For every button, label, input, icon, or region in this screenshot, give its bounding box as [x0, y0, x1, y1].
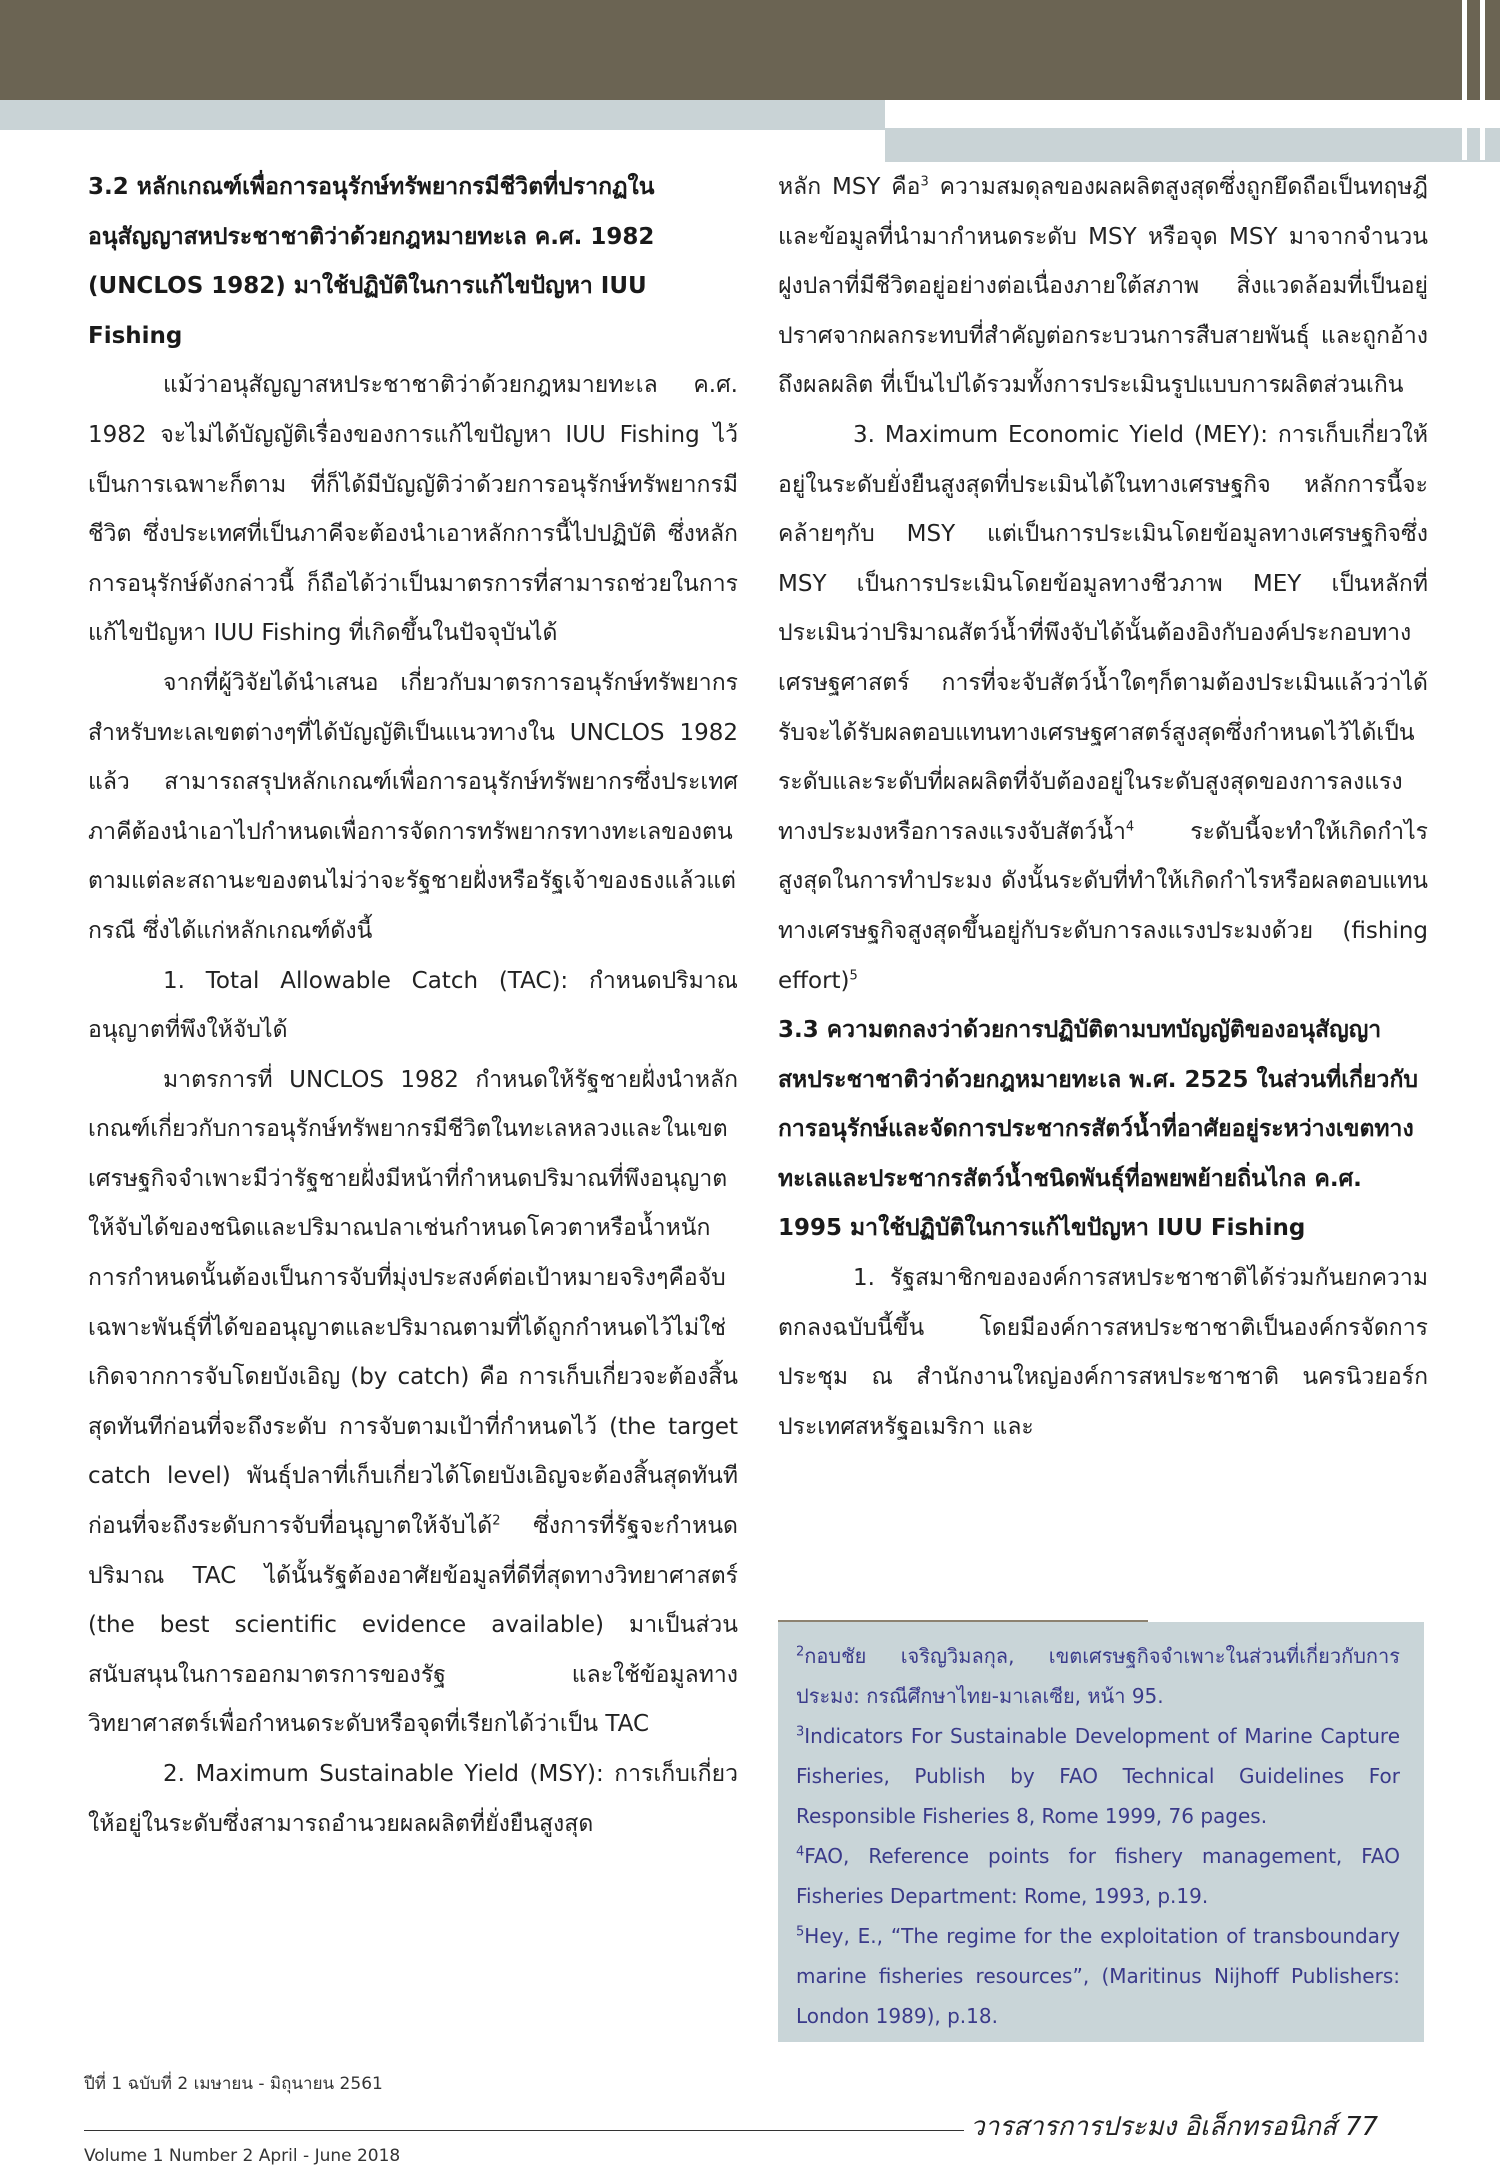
paragraph [88, 1056, 738, 1750]
paragraph-text: มาตรการที่ UNCLOS 1982 กำหนดให้รัฐชายฝั่งนำหลักเกณฑ์เกี่ยวกับการอนุรักษ์ทรัพยากรมีชีวิตในทะเลหลวงและในเขตเศรษฐกิจจำเพาะมีว่ารัฐชายฝั่งมีหน้าที่กำหนดปริมาณที่พึงอนุญาตให้จับได้ของชนิดและปริมาณปลาเช่นกำหนดโควตาหรือน้ำหนักการกำหนดนั้นต้องเป็นการจับที่มุ่งประสงค์ต่อเป้าหมายจริงๆคือจับเฉพาะพันธุ์ที่ได้ขออนุญาตและปริมาณตามที่ได้ถูกกำหนดไว้ไม่ใช่เกิดจากการจับโดยบังเอิญ (by catch) คือ การเก็บเกี่ยวจะต้องสิ้นสุดทันทีก่อนที่จะถึงระดับ การจับตามเป้าที่กำหนดไว้ (the target catch level) พันธุ์ปลาที่เก็บเกี่ยวได้โดยบังเอิญจะต้องสิ้นสุดทันทีก่อนที่จะถึงระดับการจับที่อนุญาตให้จับได้ [88, 1066, 738, 1540]
header-divider [1480, 0, 1485, 160]
page-number: 77 [1344, 2112, 1379, 2142]
footnote-number: 3 [796, 1724, 805, 1740]
footnote-number: 4 [796, 1844, 805, 1860]
footnote [796, 1836, 1400, 1916]
header-band [0, 0, 1500, 100]
journal-name [970, 2106, 1378, 2147]
footnote-ref[interactable]: 3 [920, 174, 929, 190]
paragraph-text: ซึ่งการที่รัฐจะกำหนดปริมาณ TAC ได้นั้นรัฐต้องอาศัยข้อมูลที่ดีที่สุดทางวิทยาศาสตร์ (the best scientific evidence available) มาเป็นส่วนสนับสนุนในการออกมาตรการของรัฐ และใช้ข้อมูลทางวิทยาศาสตร์เพื่อกำหนดระดับหรือจุดที่เรียกได้ว่าเป็น TAC [88, 1513, 738, 1738]
paragraph [778, 163, 1428, 411]
right-column [778, 163, 1428, 1452]
paragraph: จากที่ผู้วิจัยได้นำเสนอ เกี่ยวกับมาตรการอนุรักษ์ทรัพยากรสำหรับทะเลเขตต่างๆที่ได้บัญญัติเป็นแนวทางใน UNCLOS 1982 แล้ว สามารถสรุปหลักเกณฑ์เพื่อการอนุรักษ์ทรัพยากรซึ่งประเทศภาคีต้องนำเอาไปกำหนดเพื่อการจัดการทรัพยากรทางทะเลของตน ตามแต่ละสถานะของตนไม่ว่าจะรัฐชายฝั่งหรือรัฐเจ้าของธงแล้วแต่กรณี ซึ่งได้แก่หลักเกณฑ์ดังนี้ [88, 669, 738, 944]
paragraph: 1. Total Allowable Catch (TAC): กำหนดปริมาณอนุญาตที่พึงให้จับได้ [88, 967, 738, 1044]
footnotes-box [778, 1622, 1424, 2042]
footnote-text: กอบชัย เจริญวิมลกุล, เขตเศรษฐกิจจำเพาะในส่วนที่เกี่ยวกับการประมง: กรณีศึกษาไทย-มาเลเซีย, หน้า 95. [796, 1644, 1400, 1708]
section-heading-3-3: 3.3 ความตกลงว่าด้วยการปฏิบัติตามบทบัญญัติของอนุสัญญาสหประชาชาติว่าด้วยกฎหมายทะเล พ.ศ. 2525 ในส่วนที่เกี่ยวกับการอนุรักษ์และจัดการประชากรสัตว์น้ำที่อาศัยอยู่ระหว่างเขตทางทะเลและประชากรสัตว์น้ำชนิดพันธุ์ที่อพยพย้ายถิ่นไกล ค.ศ. 1995 มาใช้ปฏิบัติในการแก้ไขปัญหา IUU Fishing [778, 1017, 1418, 1242]
journal-title: วารสารการประมง อิเล็กทรอนิกส์ [970, 2112, 1337, 2142]
footnote-number: 2 [796, 1644, 805, 1660]
header-divider [1462, 0, 1467, 160]
paragraph-text: ระดับนี้จะทำให้เกิดกำไรสูงสุดในการทำประมง ดังนั้นระดับที่ทำให้เกิดกำไรหรือผลตอบแทนทางเศรษฐกิจสูงสุดขึ้นอยู่กับระดับการลงแรงประมงด้วย (fishing effort) [778, 818, 1428, 994]
issue-info-english: Volume 1 Number 2 April - June 2018 [84, 2146, 401, 2166]
section-heading-3-2: 3.2 หลักเกณฑ์เพื่อการอนุรักษ์ทรัพยากรมีชีวิตที่ปรากฏในอนุสัญญาสหประชาชาติว่าด้วยกฎหมายทะเล ค.ศ. 1982 (UNCLOS 1982) มาใช้ปฏิบัติในการแก้ไขปัญหา IUU Fishing [88, 174, 655, 349]
issue-info-thai: ปีที่ 1 ฉบับที่ 2 เมษายน - มิถุนายน 2561 [84, 2074, 383, 2094]
footnote-text: Hey, E., “The regime for the exploitation of transboundary marine fisheries resources”, (Maritinus Nijhoff Publishers: London 1989), p.18. [796, 1924, 1400, 2028]
footnote-text: Indicators For Sustainable Development of Marine Capture Fisheries, Publish by FAO Technical Guidelines For Responsible Fisheries 8, Rome 1999, 76 pages. [796, 1724, 1400, 1828]
footnote-ref[interactable]: 5 [849, 967, 858, 983]
footnote-number: 5 [796, 1924, 805, 1940]
paragraph: แม้ว่าอนุสัญญาสหประชาชาติว่าด้วยกฎหมายทะเล ค.ศ. 1982 จะไม่ได้บัญญัติเรื่องของการแก้ไขปัญหา IUU Fishing ไว้เป็นการเฉพาะก็ตาม ที่ก็ได้มีบัญญัติว่าด้วยการอนุรักษ์ทรัพยากรมีชีวิต ซึ่งประเทศที่เป็นภาคีจะต้องนำเอาหลักการนี้ไปปฏิบัติ ซึ่งหลักการอนุรักษ์ดังกล่าวนี้ ก็ถือได้ว่าเป็นมาตรการที่สามารถช่วยในการแก้ไขปัญหา IUU Fishing ที่เกิดขึ้นในปัจจุบันได้ [88, 372, 738, 647]
paragraph-text: หลัก MSY คือ [778, 174, 921, 200]
left-column [88, 163, 738, 1849]
paragraph-text: 3. Maximum Economic Yield (MEY): การเก็บเกี่ยวให้อยู่ในระดับยั่งยืนสูงสุดที่ประเมินได้ในทางเศรษฐกิจ หลักการนี้จะคล้ายๆกับ MSY แต่เป็นการประเมินโดยข้อมูลทางเศรษฐกิจซึ่ง MSY เป็นการประเมินโดยข้อมูลทางชีวภาพ MEY เป็นหลักที่ประเมินว่าปริมาณสัตว์น้ำที่พึงจับได้นั้นต้องอิงกับองค์ประกอบทางเศรษฐศาสตร์ การที่จะจับสัตว์น้ำใดๆก็ตามต้องประเมินแล้วว่าได้รับจะได้รับผลตอบแทนทางเศรษฐศาสตร์สูงสุดซึ่งกำหนดไว้ได้เป็นระดับและระดับที่ผลผลิตที่จับต้องอยู่ในระดับสูงสุดของการลงแรงทางประมงหรือการลงแรงจับสัตว์น้ำ [778, 421, 1428, 845]
footnote [796, 1716, 1400, 1836]
paragraph-text: ความสมดุลของผลผลิตสูงสุดซึ่งถูกยึดถือเป็นทฤษฎีและข้อมูลที่นำมากำหนดระดับ MSY หรือจุด MSY มาจากจำนวนฝูงปลาที่มีชีวิตอยู่อย่างต่อเนื่องภายใต้สภาพ สิ่งแวดล้อมที่เป็นอยู่ปราศจากผลกระทบที่สำคัญต่อกระบวนการสืบสายพันธุ์ และถูกอ้างถึงผลผลิต ที่เป็นไปได้รวมทั้งการประเมินรูปแบบการผลิตส่วนเกิน [778, 174, 1429, 399]
paragraph: 2. Maximum Sustainable Yield (MSY): การเก็บเกี่ยวให้อยู่ในระดับซึ่งสามารถอำนวยผลผลิตที่ยั่งยืนสูงสุด [88, 1761, 738, 1837]
header-accent-strip-right [885, 128, 1500, 162]
footer-divider [84, 2130, 964, 2131]
paragraph: 1. รัฐสมาชิกขององค์การสหประชาชาติได้ร่วมกันยกความตกลงฉบับนี้ขึ้น โดยมีองค์การสหประชาชาติเป็นองค์กรจัดการประชุม ณ สำนักงานใหญ่องค์การสหประชาชาติ นครนิวยอร์ก ประเทศสหรัฐอเมริกา และ [778, 1265, 1428, 1440]
footnote-text: FAO, Reference points for fishery management, FAO Fisheries Department: Rome, 1993, p.19. [796, 1844, 1400, 1908]
footnote [796, 1636, 1400, 1716]
footnote-ref[interactable]: 2 [492, 1513, 501, 1529]
footnote-ref[interactable]: 4 [1125, 819, 1135, 835]
header-accent-strip [0, 100, 885, 130]
paragraph [778, 411, 1428, 1006]
footnote [796, 1916, 1400, 2036]
